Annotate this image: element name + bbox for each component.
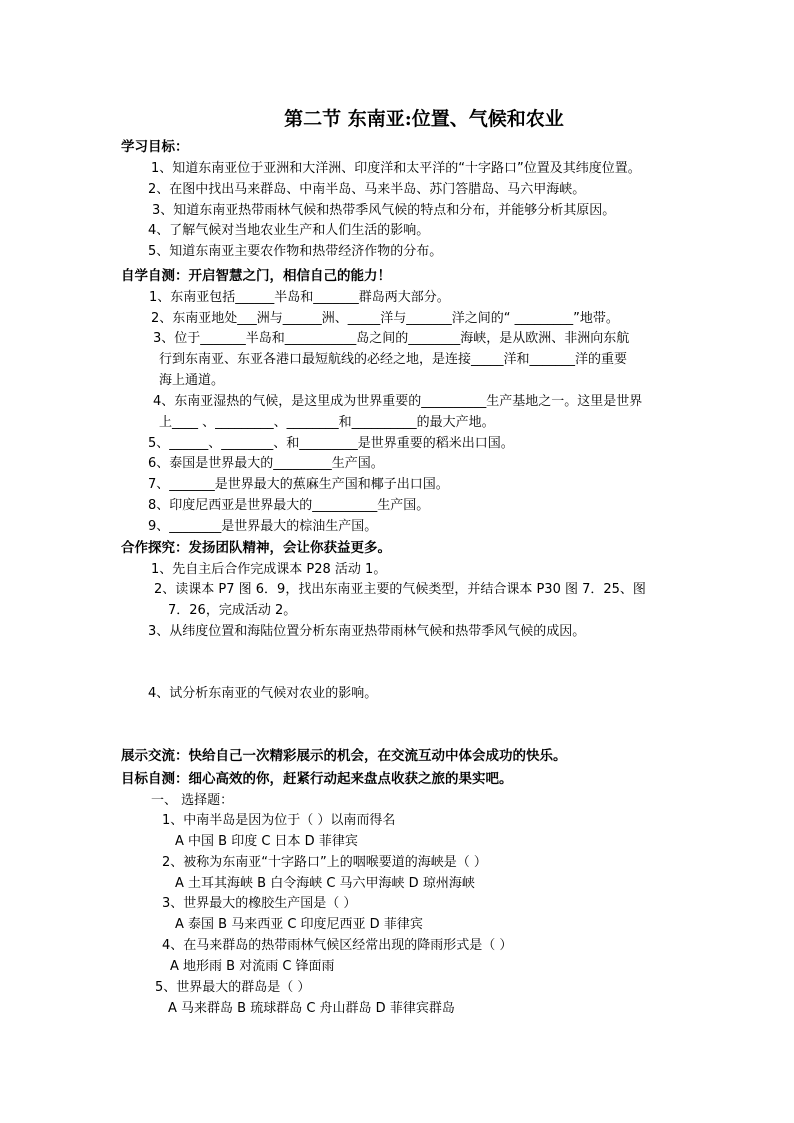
selftest-line: 6、泰国是世界最大的_________生产国。 xyxy=(148,456,384,471)
selftest-heading: 自学自测：开启智慧之门，相信自己的能力！ xyxy=(121,268,391,284)
question-options: A 土耳其海峡 B 白令海峡 C 马六甲海峡 D 琼州海峡 xyxy=(175,876,475,891)
goal-item: 5、知道东南亚主要农作物和热带经济作物的分布。 xyxy=(148,244,443,259)
selftest-line: 行到东南亚、东亚各港口最短航线的必经之地，是连接_____洋和_______洋的重要 xyxy=(159,352,628,367)
selftest-line: 3、位于_______半岛和___________岛之间的________海峡，是从欧洲、非洲向东航 xyxy=(153,331,630,346)
selftest-line: 5、______、________、和_________是世界重要的稻米出口国。 xyxy=(148,436,514,451)
goal-item: 4、了解气候对当地农业生产和人们生活的影响。 xyxy=(148,223,430,238)
question: 3、世界最大的橡胶生产国是（ ） xyxy=(162,896,357,911)
selftest-line: 7、_______是世界最大的蕉麻生产国和椰子出口国。 xyxy=(148,477,449,492)
selftest-line: 9、________是世界最大的棕油生产国。 xyxy=(148,519,378,534)
target-heading: 目标自测：细心高效的你，赶紧行动起来盘点收获之旅的果实吧。 xyxy=(121,771,513,787)
question: 2、被称为东南亚“十字路口”上的咽喉要道的海峡是（ ） xyxy=(162,855,487,870)
choice-section-title: 一、 选择题： xyxy=(151,793,234,808)
display-heading: 展示交流：快给自己一次精彩展示的机会，在交流互动中体会成功的快乐。 xyxy=(121,748,567,764)
goal-item: 3、知道东南亚热带雨林气候和热带季风气候的特点和分布，并能够分析其原因。 xyxy=(152,203,616,218)
coop-line: 3、从纬度位置和海陆位置分析东南亚热带雨林气候和热带季风气候的成因。 xyxy=(148,624,586,639)
question: 4、在马来群岛的热带雨林气候区经常出现的降雨形式是（ ） xyxy=(162,938,513,953)
page-title: 第二节 东南亚:位置、气候和农业 xyxy=(284,108,564,130)
coop-line: 1、先自主后合作完成课本 P28 活动 1。 xyxy=(151,562,387,577)
question-options: A 中国 B 印度 C 日本 D 菲律宾 xyxy=(175,834,358,849)
goals-heading: 学习目标： xyxy=(121,139,189,155)
selftest-line: 1、东南亚包括______半岛和_______群岛两大部分。 xyxy=(149,290,450,305)
question: 1、中南半岛是因为位于（ ）以南而得名 xyxy=(162,813,396,828)
selftest-line: 上____ 、_________、________和__________的最大产地。 xyxy=(159,415,495,430)
question: 5、世界最大的群岛是（ ） xyxy=(155,980,311,995)
coop-line: 4、试分析东南亚的气候对农业的影响。 xyxy=(148,686,378,701)
question-options: A 马来群岛 B 琉球群岛 C 舟山群岛 D 菲律宾群岛 xyxy=(168,1001,455,1016)
coop-line: 7．26，完成活动 2。 xyxy=(168,603,297,618)
goal-item: 2、在图中找出马来群岛、中南半岛、马来半岛、苏门答腊岛、马六甲海峡。 xyxy=(148,182,586,197)
question-options: A 地形雨 B 对流雨 C 锋面雨 xyxy=(170,959,335,974)
selftest-line: 8、印度尼西亚是世界最大的__________生产国。 xyxy=(148,498,430,513)
selftest-line: 4、东南亚湿热的气候，是这里成为世界重要的__________生产基地之一。这里是世界 xyxy=(153,394,643,409)
selftest-line: 2、东南亚地处___洲与______洲、_____洋与_______洋之间的“ _________”地带。 xyxy=(151,311,619,326)
coop-line: 2、读课本 P7 图 6．9，找出东南亚主要的气候类型，并结合课本 P30 图 7．25、图 xyxy=(154,582,646,597)
goal-item: 1、知道东南亚位于亚洲和大洋洲、印度洋和太平洋的“十字路口”位置及其纬度位置。 xyxy=(151,161,641,176)
selftest-line: 海上通道。 xyxy=(159,373,225,388)
question-options: A 泰国 B 马来西亚 C 印度尼西亚 D 菲律宾 xyxy=(175,917,423,932)
coop-heading: 合作探究：发扬团队精神，会让你获益更多。 xyxy=(121,540,391,556)
